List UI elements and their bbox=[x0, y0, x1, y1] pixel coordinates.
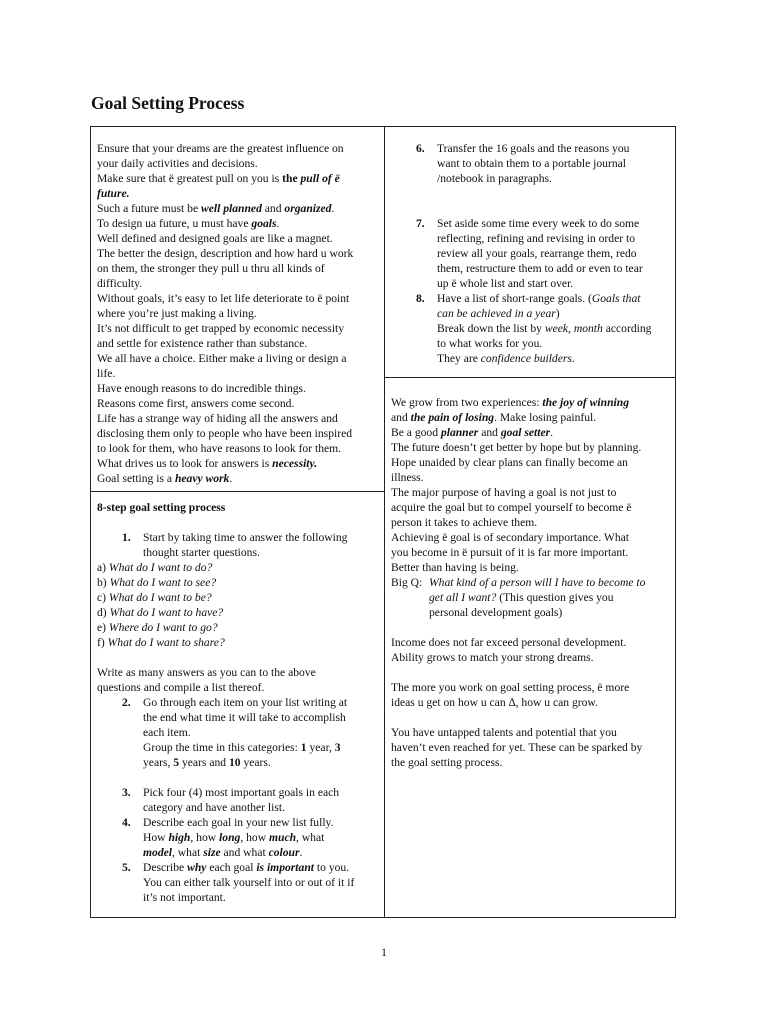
steps-cell bbox=[97, 500, 379, 905]
content-table bbox=[90, 126, 676, 918]
text-line: Life has a strange way of hiding all the answers and bbox=[97, 412, 338, 425]
text-line: Ability grows to match your strong dreams. bbox=[391, 651, 594, 664]
text-line: person it takes to achieve them. bbox=[391, 516, 538, 529]
big-question: Big Q: What kind of a person will I have to become to get all I want? (This question gives you personal development goals) bbox=[391, 576, 646, 619]
text-line: where you’re just making a living. bbox=[97, 307, 257, 320]
question-item: f) What do I want to share? bbox=[97, 636, 225, 649]
text-line: the goal setting process. bbox=[391, 756, 503, 769]
text-line: and the pain of losing. Make losing painful. bbox=[391, 411, 597, 424]
text-line: on them, the stronger they pull u thru all kinds of bbox=[97, 262, 325, 275]
text-line: Hope unaided by clear plans can finally become an bbox=[391, 456, 628, 469]
question-item: b) What do I want to see? bbox=[97, 576, 217, 589]
column-divider bbox=[384, 127, 385, 917]
question-item: c) What do I want to be? bbox=[97, 591, 212, 604]
text-line: You have untapped talents and potential that you bbox=[391, 726, 617, 739]
text-line: disclosing them only to people who have been inspired bbox=[97, 427, 353, 440]
right-row-divider bbox=[385, 377, 675, 378]
text-line: The better the design, description and how hard u work bbox=[97, 247, 354, 260]
text-line: Without goals, it’s easy to let life deteriorate to ë point bbox=[97, 292, 350, 305]
reflections-cell bbox=[391, 395, 671, 770]
text-line: Such a future must be well planned and organized. bbox=[97, 202, 335, 215]
text-line: Be a good planner and goal setter. bbox=[391, 426, 554, 439]
step-2: 2. Go through each item on your list writing at the end what time it will take to accomplish each item. Group the time in this categories: 1 year, 3 years, 5 years and 10 years. bbox=[122, 696, 348, 769]
text-line: future. bbox=[97, 187, 130, 200]
text-line: Well defined and designed goals are like a magnet. bbox=[97, 232, 333, 245]
text-line: Achieving ë goal is of secondary importance. What bbox=[391, 531, 630, 544]
text-line: The future doesn’t get better by hope but by planning. bbox=[391, 441, 642, 454]
text-line: Income does not far exceed personal development. bbox=[391, 636, 627, 649]
step-5: 5. Describe why each goal is important to you. You can either talk yourself into or out of it if it’s not important. bbox=[122, 861, 355, 904]
step-6: 6. Transfer the 16 goals and the reasons you want to obtain them to a portable journal /notebook in paragraphs. bbox=[416, 142, 630, 185]
text-line: It’s not difficult to get trapped by economic necessity bbox=[97, 322, 345, 335]
text-line: Have enough reasons to do incredible things. bbox=[97, 382, 306, 395]
text-line: Ensure that your dreams are the greatest influence on bbox=[97, 142, 344, 155]
text-line: acquire the goal but to compel yourself to become ë bbox=[391, 501, 632, 514]
steps-continued-cell bbox=[391, 141, 671, 366]
step-8: 8. Have a list of short-range goals. (Goals that can be achieved in a year) Break down the list by week, month according to what works for you. They are confidence builders. bbox=[416, 292, 652, 365]
text-line: haven’t even reached for yet. These can be sparked by bbox=[391, 741, 643, 754]
text-line: We grow from two experiences: the joy of winning bbox=[391, 396, 629, 409]
text-line: The more you work on goal setting process, ë more bbox=[391, 681, 630, 694]
text-line: Better than having is being. bbox=[391, 561, 519, 574]
document-title: Goal Setting Process bbox=[91, 93, 245, 113]
text-line: you become in ë pursuit of it is far more important. bbox=[391, 546, 629, 559]
left-row-divider bbox=[91, 491, 384, 492]
step-4: 4. Describe each goal in your new list fully. How high, how long, how much, what model, what size and what colour. bbox=[122, 816, 334, 859]
text-line: life. bbox=[97, 367, 116, 380]
page-number: 1 bbox=[381, 945, 387, 959]
question-item: d) What do I want to have? bbox=[97, 606, 224, 619]
text-line: and settle for existence rather than substance. bbox=[97, 337, 308, 350]
text-line: ideas u get on how u can ∆, how u can grow. bbox=[391, 696, 598, 709]
text-line: What drives us to look for answers is necessity. bbox=[97, 457, 318, 470]
text-line: questions and compile a list thereof. bbox=[97, 681, 265, 694]
step-1: 1. Start by taking time to answer the following thought starter questions. bbox=[122, 531, 348, 559]
text-line: Reasons come first, answers come second. bbox=[97, 397, 295, 410]
question-item: a) What do I want to do? bbox=[97, 561, 213, 574]
question-item: e) Where do I want to go? bbox=[97, 621, 218, 634]
text-line: difficulty. bbox=[97, 277, 143, 290]
text-line: your daily activities and decisions. bbox=[97, 157, 258, 170]
text-line: Goal setting is a heavy work. bbox=[97, 472, 233, 485]
text-line: To design ua future, u must have goals. bbox=[97, 217, 280, 230]
text-line: illness. bbox=[391, 471, 424, 484]
section-heading: 8-step goal setting process bbox=[97, 501, 226, 514]
step-3: 3. Pick four (4) most important goals in each category and have another list. bbox=[122, 786, 340, 814]
text-line: The major purpose of having a goal is not just to bbox=[391, 486, 617, 499]
text-line: Write as many answers as you can to the above bbox=[97, 666, 316, 679]
text-line: We all have a choice. Either make a living or design a bbox=[97, 352, 347, 365]
text-line: Make sure that ë greatest pull on you is the pull of ë bbox=[97, 172, 340, 185]
intro-cell bbox=[97, 141, 379, 486]
text-line: to look for them, who have reasons to look for them. bbox=[97, 442, 342, 455]
step-7: 7. Set aside some time every week to do some reflecting, refining and revising in order to review all your goals, rearrange them, redo them, restructure them to add or even to tear up ë whole list and start over. bbox=[416, 217, 643, 290]
